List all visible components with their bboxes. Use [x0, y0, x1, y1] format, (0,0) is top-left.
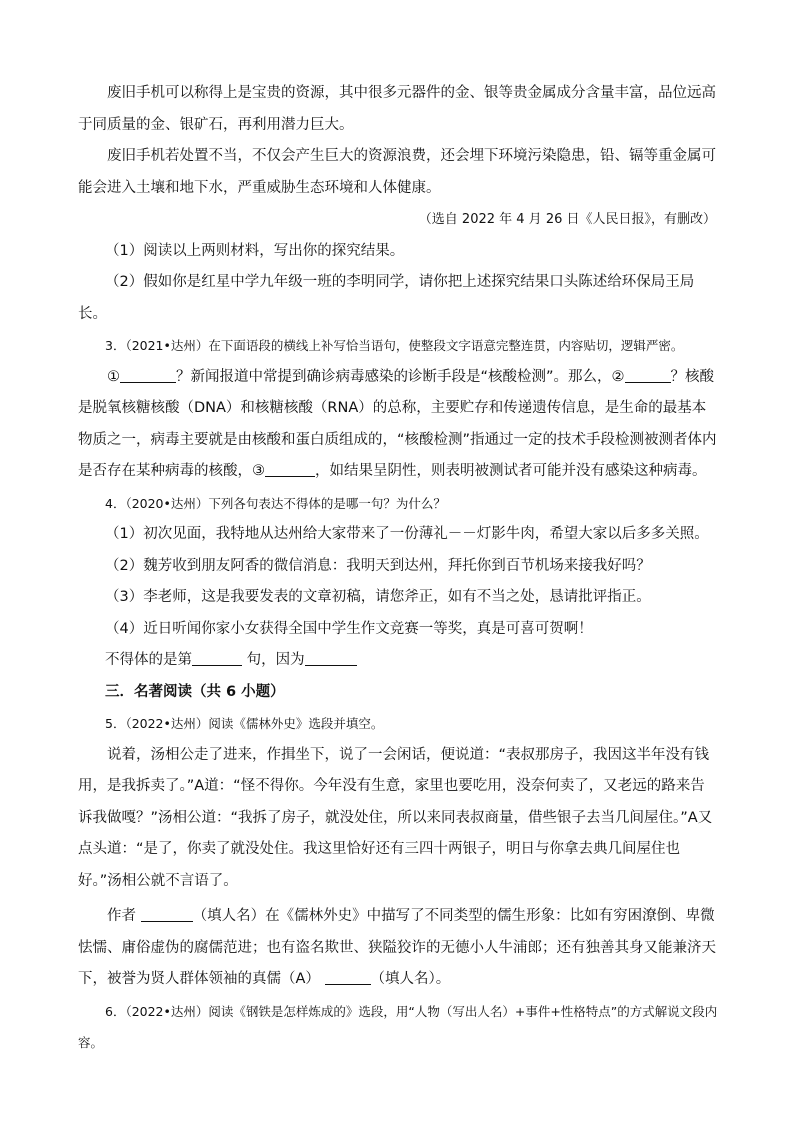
- q4-blank-2[interactable]: [305, 649, 357, 666]
- q3-text-2: ？核酸是脱氧核糖核酸（DNA）和核糖核酸（RNA）的总称，主要贮存和传递遗传信息，是生命的最基本物质之一，病毒主要就是由核酸和蛋白质组成的，“核酸检测”指通过一定的技术手段检测被测者体内是否存在某种病毒的核酸，③: [78, 368, 717, 479]
- q3-stem: 3．（2021•达州）在下面语段的横线上补写恰当语句，使整段文字语意完整连贯，内容贴切，逻辑严密。: [105, 338, 684, 353]
- q5-fill: [78, 901, 718, 996]
- q3-blank-3[interactable]: [265, 460, 315, 477]
- q4-answer-middle: 句，因为: [246, 652, 305, 668]
- q3-blank-1[interactable]: [120, 366, 176, 383]
- material-source: （选自 2022 年 4 月 26 日《人民日报》，有删改）: [418, 212, 716, 227]
- q4-blank-1[interactable]: [192, 649, 242, 666]
- q5-stem: 5．（2022•达州）阅读《儒林外史》选段并填空。: [105, 716, 384, 731]
- q5-passage: 说着，汤相公走了进来，作揖坐下，说了一会闲话，便说道：“表叔那房子，我因这半年没有钱用，是我拆卖了。”A道：“怪不得你。今年没有生意，家里也要吃用，没奈何卖了，又老远的路来告诉我做嘎？”汤相公道：“我拆了房子，就没处住，所以来同表叔商量，借些银子去当几间屋住。”A又点头道：“是了，你卖了就没处住。我这里恰好还有三四十两银子，明日与你拿去典几间屋住也好。”汤相公就不言语了。: [78, 746, 713, 889]
- material-paragraph-1: 废旧手机可以称得上是宝贵的资源，其中很多元器件的金、银等贵金属成分含量丰富，品位远高于同质量的金、银矿石，再利用潜力巨大。: [78, 85, 716, 133]
- q4-sentence-3: （3）李老师，这是我要发表的文章初稿，请您斧正，如有不当之处，恳请批评指正。: [105, 589, 651, 605]
- q5-blank-2[interactable]: [325, 968, 371, 985]
- q4-answer-prefix: 不得体的是第: [105, 652, 192, 668]
- q2-sub-1: （1）阅读以上两则材料，写出你的探究结果。: [105, 242, 405, 259]
- q3-text-1: ？新闻报道中常提到确诊病毒感染的诊断手段是“核酸检测”。那么，②: [176, 368, 625, 385]
- q3-marker-1: ①: [107, 368, 120, 385]
- q3-passage: [78, 362, 718, 488]
- material-paragraph-2: 废旧手机若处置不当，不仅会产生巨大的资源浪费，还会埋下环境污染隐患，铅、镉等重金属可能会进入土壤和地下水，严重威胁生态环境和人体健康。: [78, 148, 716, 196]
- q4-stem: 4．（2020•达州）下列各句表达不得体的是哪一句？为什么？: [105, 495, 446, 511]
- q3-text-3: ，如结果呈阴性，则表明被测试者可能并没有感染这种病毒。: [315, 463, 707, 479]
- q5-fill-middle: （填人名）在《儒林外史》中描写了不同类型的儒生形象：比如有穷困潦倒、卑微怯懦、庸俗虚伪的腐儒范进；也有盗名欺世、狭隘狡诈的无德小人牛浦郎；还有独善其身又能兼济天下，被誉为贤人群体领袖的真儒（A）: [78, 908, 716, 987]
- q4-sentence-1: （1）初次见面，我特地从达州给大家带来了一份薄礼－－灯影牛肉，希望大家以后多多关照。: [105, 526, 709, 542]
- q4-sentence-4: （4）近日听闻你家小女获得全国中学生作文竞赛一等奖，真是可喜可贺啊！: [105, 620, 593, 637]
- q2-sub-2: （2）假如你是红星中学九年级一班的李明同学，请你把上述探究结果口头陈述给环保局王局长。: [78, 274, 695, 322]
- document-body: [78, 78, 718, 1059]
- q5-fill-suffix: （填人名）。: [370, 971, 451, 987]
- q3-blank-2[interactable]: [625, 366, 671, 383]
- q4-sentence-2: （2）魏芳收到朋友阿香的微信消息：我明天到达州，拜托你到百节机场来接我好吗？: [105, 557, 651, 574]
- q4-answer-line: [78, 645, 718, 677]
- q6-stem: 6．（2022•达州）阅读《钢铁是怎样炼成的》选段，用“人物（写出人名）+事件+性格特点”的方式解说文段内容。: [78, 1003, 718, 1050]
- q5-fill-prefix: 作者: [107, 908, 136, 924]
- q5-blank-1[interactable]: [141, 905, 193, 922]
- section-heading: 三．名著阅读（共 6 小题）: [105, 683, 285, 700]
